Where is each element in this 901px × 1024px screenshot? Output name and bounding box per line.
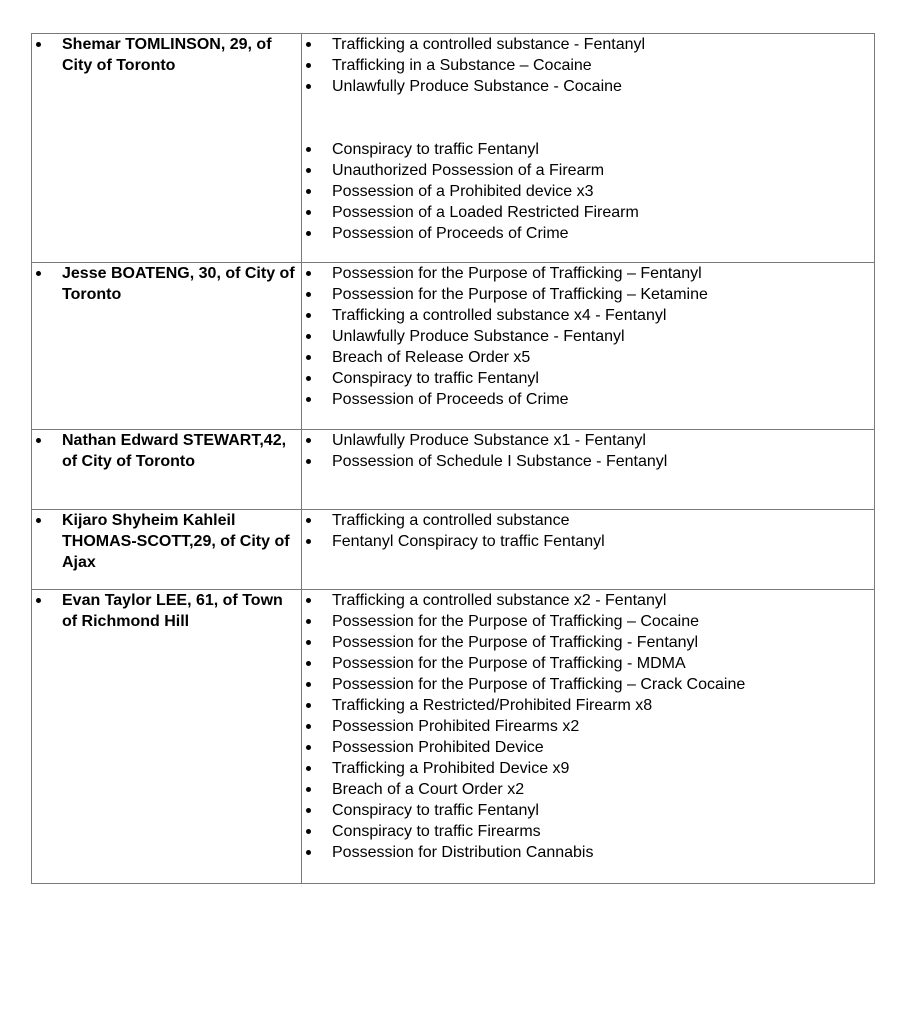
table-row bbox=[32, 510, 875, 590]
charge-item: Possession of a Loaded Restricted Firearm bbox=[302, 202, 874, 223]
charge-item: Conspiracy to traffic Fentanyl bbox=[302, 368, 874, 389]
charge-item: Unlawfully Produce Substance x1 - Fentanyl bbox=[302, 430, 874, 451]
table-row bbox=[32, 263, 875, 430]
accused-name: Kijaro Shyheim Kahleil THOMAS-SCOTT,29, of City of Ajax bbox=[32, 510, 301, 573]
charges-cell bbox=[302, 430, 875, 510]
charges-cell bbox=[302, 510, 875, 590]
table-row bbox=[32, 34, 875, 263]
charge-item: Trafficking a Restricted/Prohibited Firearm x8 bbox=[302, 695, 874, 716]
charge-item: Possession Prohibited Device bbox=[302, 737, 874, 758]
charge-item: Possession Prohibited Firearms x2 bbox=[302, 716, 874, 737]
charge-item: Conspiracy to traffic Fentanyl bbox=[302, 139, 874, 160]
charges-cell bbox=[302, 263, 875, 430]
charge-item: Possession of a Prohibited device x3 bbox=[302, 181, 874, 202]
charges-list bbox=[302, 139, 874, 244]
charges-list bbox=[302, 263, 874, 410]
charge-item: Possession for the Purpose of Trafficking – Fentanyl bbox=[302, 263, 874, 284]
accused-cell bbox=[32, 590, 302, 884]
charge-item: Possession for the Purpose of Trafficking – Crack Cocaine bbox=[302, 674, 874, 695]
list-gap bbox=[302, 97, 874, 139]
charge-item: Possession for the Purpose of Trafficking – Cocaine bbox=[302, 611, 874, 632]
table-row bbox=[32, 430, 875, 510]
charges-list bbox=[302, 590, 874, 863]
charges-list bbox=[302, 510, 874, 552]
charge-item: Trafficking a controlled substance x2 - Fentanyl bbox=[302, 590, 874, 611]
charge-item: Trafficking a controlled substance bbox=[302, 510, 874, 531]
accused-cell bbox=[32, 430, 302, 510]
charges-cell bbox=[302, 34, 875, 263]
charge-item: Unlawfully Produce Substance - Fentanyl bbox=[302, 326, 874, 347]
charge-item: Trafficking in a Substance – Cocaine bbox=[302, 55, 874, 76]
charge-item: Trafficking a Prohibited Device x9 bbox=[302, 758, 874, 779]
charges-list bbox=[302, 34, 874, 97]
accused-cell bbox=[32, 34, 302, 263]
charge-item: Possession for the Purpose of Trafficking - MDMA bbox=[302, 653, 874, 674]
charge-item: Conspiracy to traffic Fentanyl bbox=[302, 800, 874, 821]
charge-item: Possession of Proceeds of Crime bbox=[302, 223, 874, 244]
charge-item: Conspiracy to traffic Firearms bbox=[302, 821, 874, 842]
charge-item: Possession of Schedule I Substance - Fentanyl bbox=[302, 451, 874, 472]
table-row bbox=[32, 590, 875, 884]
charge-item: Breach of Release Order x5 bbox=[302, 347, 874, 368]
charge-item: Fentanyl Conspiracy to traffic Fentanyl bbox=[302, 531, 874, 552]
accused-name: Evan Taylor LEE, 61, of Town of Richmond Hill bbox=[32, 590, 301, 632]
charge-item: Unauthorized Possession of a Firearm bbox=[302, 160, 874, 181]
charge-item: Possession for the Purpose of Trafficking - Fentanyl bbox=[302, 632, 874, 653]
charge-item: Trafficking a controlled substance x4 - Fentanyl bbox=[302, 305, 874, 326]
charges-list bbox=[302, 430, 874, 472]
charge-item: Possession of Proceeds of Crime bbox=[302, 389, 874, 410]
charge-item: Possession for the Purpose of Trafficking – Ketamine bbox=[302, 284, 874, 305]
accused-cell bbox=[32, 263, 302, 430]
charges-table bbox=[31, 33, 875, 884]
charge-item: Unlawfully Produce Substance - Cocaine bbox=[302, 76, 874, 97]
charge-item: Possession for Distribution Cannabis bbox=[302, 842, 874, 863]
accused-name: Nathan Edward STEWART,42, of City of Toronto bbox=[32, 430, 301, 472]
charge-item: Trafficking a controlled substance - Fentanyl bbox=[302, 34, 874, 55]
charges-cell bbox=[302, 590, 875, 884]
accused-name: Jesse BOATENG, 30, of City of Toronto bbox=[32, 263, 301, 305]
accused-cell bbox=[32, 510, 302, 590]
charge-item: Breach of a Court Order x2 bbox=[302, 779, 874, 800]
accused-name: Shemar TOMLINSON, 29, of City of Toronto bbox=[32, 34, 301, 76]
